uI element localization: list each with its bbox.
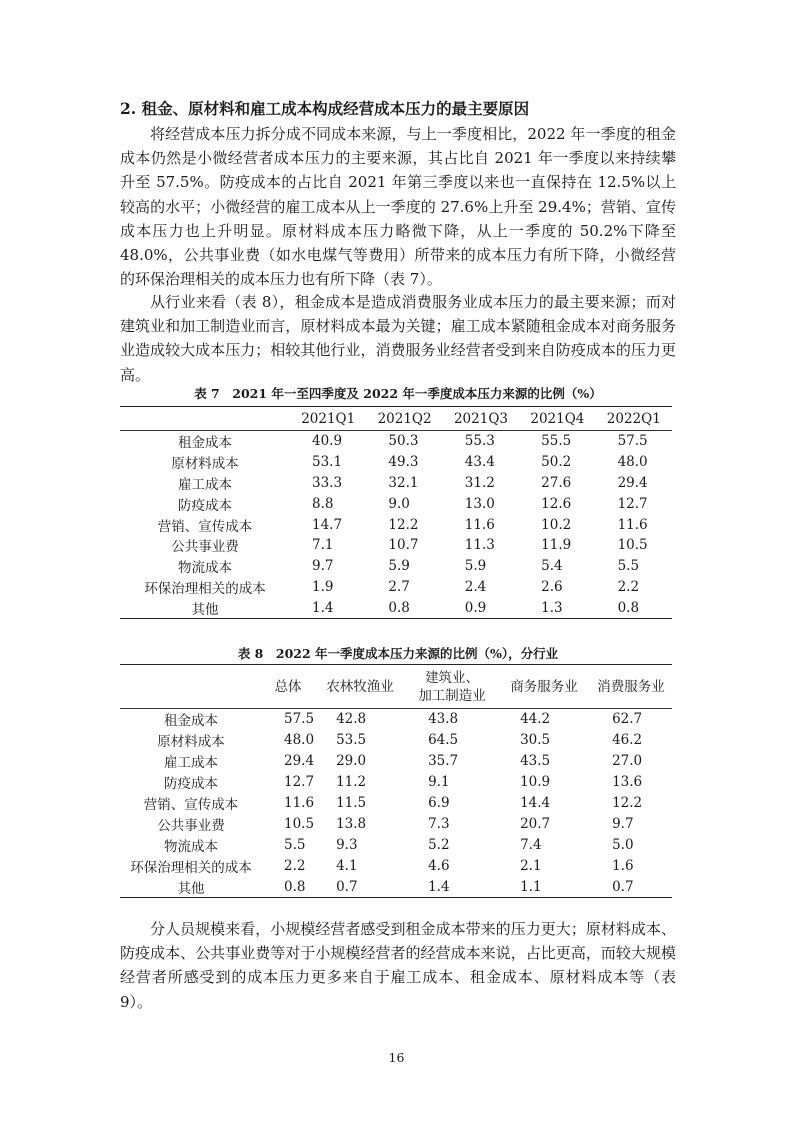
value-cell: 43.5 xyxy=(520,753,551,770)
table-row xyxy=(120,556,672,577)
value-cell: 50.3 xyxy=(388,433,419,450)
value-cell: 10.9 xyxy=(520,774,551,791)
value-cell: 30.5 xyxy=(520,732,551,749)
section-heading: 2. 租金、原材料和雇工成本构成经营成本压力的最主要原因 xyxy=(120,99,530,118)
value-cell: 5.5 xyxy=(617,558,640,575)
value-cell: 50.2 xyxy=(541,454,572,471)
row-label-cell: 营销、宣传成本 xyxy=(143,797,239,813)
value-cell: 48.0 xyxy=(284,732,315,749)
value-cell: 13.8 xyxy=(336,815,367,832)
value-cell: 29.0 xyxy=(336,753,367,770)
value-cell: 29.4 xyxy=(284,753,315,770)
value-cell: 10.7 xyxy=(388,537,419,554)
table-row xyxy=(120,709,672,730)
value-cell: 11.6 xyxy=(464,516,495,533)
value-cell: 55.5 xyxy=(541,433,572,450)
row-label-cell: 原材料成本 xyxy=(157,734,225,751)
value-cell: 2.2 xyxy=(284,857,306,874)
value-cell: 11.3 xyxy=(464,537,495,554)
value-cell: 1.1 xyxy=(520,878,542,895)
value-cell: 43.4 xyxy=(464,454,495,471)
row-label-cell: 防疫成本 xyxy=(164,776,218,793)
value-cell: 27.6 xyxy=(541,474,572,491)
value-cell: 9.7 xyxy=(312,558,334,575)
table-row xyxy=(120,452,672,473)
table8-header-cell: 商务服务业 xyxy=(498,665,590,709)
value-cell: 20.7 xyxy=(520,815,551,832)
value-cell: 1.4 xyxy=(312,599,334,616)
table7-header-cell: 2021Q1 xyxy=(290,407,366,431)
value-cell: 14.4 xyxy=(520,795,551,811)
table-row xyxy=(120,855,672,876)
row-label-cell: 其他 xyxy=(191,601,219,618)
table8-header-cell: 总体 xyxy=(262,665,314,709)
table8-header-cell: 消费服务业 xyxy=(590,665,672,709)
value-cell: 44.2 xyxy=(520,711,551,728)
paragraph-cost-sources: 将经营成本压力拆分成不同成本来源，与上一季度相比，2022 年一季度的租金成本仍然是小微经营者成本压力的主要来源，其占比自 2021 年一季度以来持续攀升至 57.5%。防疫成本的占比自 2021 年第三季度以来也一直保持在 12.5%以上较高的水平；小微经营的雇工成本从上一季度的 27.6%上升至 29.4%；营销、宣传成本压力也上升明显。原材料成本压力略微下降，从上一季度的 50.2%下降至 48.0%，公共事业费（如水电煤气等费用）所带来的成本压力有所下降，小微经营的环保治理相关的成本压力也有所下降（表 7）。 xyxy=(120,125,676,289)
table-row xyxy=(120,597,672,618)
table7-header-cell: 2021Q4 xyxy=(519,407,595,431)
value-cell: 8.8 xyxy=(312,495,334,512)
row-label-cell: 租金成本 xyxy=(164,713,218,730)
table8-caption: 表 8 2022 年一季度成本压力来源的比例（%），分行业 xyxy=(237,646,559,661)
value-cell: 53.1 xyxy=(312,454,343,471)
value-cell: 2.2 xyxy=(617,578,640,595)
value-cell: 14.7 xyxy=(312,516,343,533)
value-cell: 9.0 xyxy=(388,495,410,512)
value-cell: 57.5 xyxy=(617,433,648,450)
value-cell: 7.1 xyxy=(312,537,334,554)
value-cell: 42.8 xyxy=(336,711,367,728)
table7-header-cell: 2022Q1 xyxy=(596,407,672,431)
value-cell: 10.5 xyxy=(284,815,315,832)
table-row xyxy=(120,473,672,494)
value-cell: 1.3 xyxy=(541,599,563,616)
value-cell: 0.7 xyxy=(336,878,358,895)
table-row xyxy=(120,751,672,772)
value-cell: 64.5 xyxy=(428,732,459,749)
table7-header-cell: 2021Q3 xyxy=(443,407,519,431)
row-label-cell: 环保治理相关的成本 xyxy=(144,580,266,597)
value-cell: 5.9 xyxy=(388,558,410,575)
row-label-cell: 雇工成本 xyxy=(178,476,232,493)
row-label-cell: 公共事业费 xyxy=(171,539,239,556)
table8-header-cell: 农林牧渔业 xyxy=(314,665,406,709)
value-cell: 55.3 xyxy=(464,433,495,450)
value-cell: 1.4 xyxy=(428,878,450,895)
value-cell: 0.9 xyxy=(464,599,487,616)
table-row xyxy=(120,535,672,556)
value-cell: 11.5 xyxy=(336,795,367,811)
value-cell: 62.7 xyxy=(612,711,643,728)
value-cell: 5.9 xyxy=(464,558,487,575)
table7 xyxy=(120,406,672,619)
value-cell: 11.6 xyxy=(284,795,315,811)
row-label-cell: 防疫成本 xyxy=(178,497,232,514)
value-cell: 7.3 xyxy=(428,815,450,832)
table8-header-line1: 建筑业、 xyxy=(425,669,480,686)
row-label-cell: 营销、宣传成本 xyxy=(157,518,253,535)
table-row xyxy=(120,577,672,598)
row-label-cell: 原材料成本 xyxy=(171,456,239,473)
paragraph-by-size: 分人员规模来看，小规模经营者感受到租金成本带来的压力更大；原材料成本、防疫成本、公共事业费等对于小规模经营者的经营成本来说，占比更高，而较大规模经营者所感受到的成本压力更多来自于雇工成本、租金成本、原材料成本等（表 9）。 xyxy=(120,920,676,1011)
value-cell: 2.6 xyxy=(541,578,563,595)
value-cell: 32.1 xyxy=(388,474,419,491)
table7-header-row xyxy=(120,407,672,431)
value-cell: 46.2 xyxy=(612,732,643,749)
value-cell: 48.0 xyxy=(617,454,648,471)
table-row xyxy=(120,813,672,834)
value-cell: 12.6 xyxy=(541,495,572,512)
value-cell: 2.1 xyxy=(520,857,542,874)
value-cell: 0.8 xyxy=(617,599,640,616)
value-cell: 5.5 xyxy=(284,836,306,853)
value-cell: 49.3 xyxy=(388,454,419,471)
value-cell: 1.6 xyxy=(612,857,634,874)
table7-header-cell xyxy=(120,407,290,431)
row-label-cell: 物流成本 xyxy=(178,560,232,577)
value-cell: 10.2 xyxy=(541,516,572,533)
row-label-cell: 物流成本 xyxy=(164,838,218,855)
table7-caption: 表 7 2021 年一至四季度及 2022 年一季度成本压力来源的比例（%） xyxy=(194,386,602,401)
value-cell: 12.2 xyxy=(388,516,419,533)
value-cell: 57.5 xyxy=(284,711,315,728)
value-cell: 33.3 xyxy=(312,474,343,491)
value-cell: 11.6 xyxy=(617,516,648,533)
value-cell: 10.5 xyxy=(617,537,648,554)
value-cell: 11.2 xyxy=(336,774,367,791)
value-cell: 9.1 xyxy=(428,774,450,791)
value-cell: 29.4 xyxy=(617,474,648,491)
table-row xyxy=(120,730,672,751)
value-cell: 9.7 xyxy=(612,815,634,832)
value-cell: 0.8 xyxy=(388,599,410,616)
table-row xyxy=(120,772,672,793)
value-cell: 5.4 xyxy=(541,558,563,575)
table8 xyxy=(120,664,672,898)
value-cell: 2.4 xyxy=(464,578,487,595)
value-cell: 4.6 xyxy=(428,857,450,874)
value-cell: 5.2 xyxy=(428,836,450,853)
table8-header-line2: 加工制造业 xyxy=(418,687,486,704)
table7-header-cell: 2021Q2 xyxy=(366,407,442,431)
paragraph-by-industry: 从行业来看（表 8），租金成本是造成消费服务业成本压力的最主要来源；而对建筑业和加工制造业而言，原材料成本最为关键；雇工成本紧随租金成本对商务服务业造成较大成本压力；相较其他行业，消费服务业经营者受到来自防疫成本的压力更高。 xyxy=(120,293,676,384)
value-cell: 4.1 xyxy=(336,857,358,874)
value-cell: 43.8 xyxy=(428,711,459,728)
value-cell: 12.7 xyxy=(284,774,315,791)
row-label-cell: 环保治理相关的成本 xyxy=(130,859,252,876)
value-cell: 0.8 xyxy=(284,878,306,895)
table-row xyxy=(120,493,672,514)
table-row xyxy=(120,834,672,855)
value-cell: 13.6 xyxy=(612,774,643,791)
row-label-cell: 租金成本 xyxy=(178,435,232,452)
value-cell: 11.9 xyxy=(541,537,572,554)
table-row xyxy=(120,793,672,814)
value-cell: 27.0 xyxy=(612,753,643,770)
value-cell: 2.7 xyxy=(388,578,410,595)
value-cell: 7.4 xyxy=(520,836,542,853)
value-cell: 1.9 xyxy=(312,578,334,595)
value-cell: 31.2 xyxy=(464,474,495,491)
table8-header-cell xyxy=(120,665,262,709)
value-cell: 9.3 xyxy=(336,836,358,853)
row-label-cell: 公共事业费 xyxy=(157,817,225,834)
row-label-cell: 其他 xyxy=(177,880,205,897)
page-number: 16 xyxy=(388,1050,405,1065)
value-cell: 13.0 xyxy=(464,495,495,512)
row-label-cell: 雇工成本 xyxy=(164,755,218,772)
value-cell: 5.0 xyxy=(612,836,634,853)
table-row xyxy=(120,514,672,535)
value-cell: 12.7 xyxy=(617,495,648,512)
value-cell: 40.9 xyxy=(312,433,343,450)
table-row xyxy=(120,431,672,452)
table-row xyxy=(120,876,672,897)
table8-header-cell-two-line xyxy=(406,665,498,709)
value-cell: 53.5 xyxy=(336,732,367,749)
value-cell: 0.7 xyxy=(612,878,634,895)
value-cell: 12.2 xyxy=(612,795,643,811)
table8-header-row xyxy=(120,665,672,709)
value-cell: 6.9 xyxy=(428,795,450,811)
value-cell: 35.7 xyxy=(428,753,459,770)
